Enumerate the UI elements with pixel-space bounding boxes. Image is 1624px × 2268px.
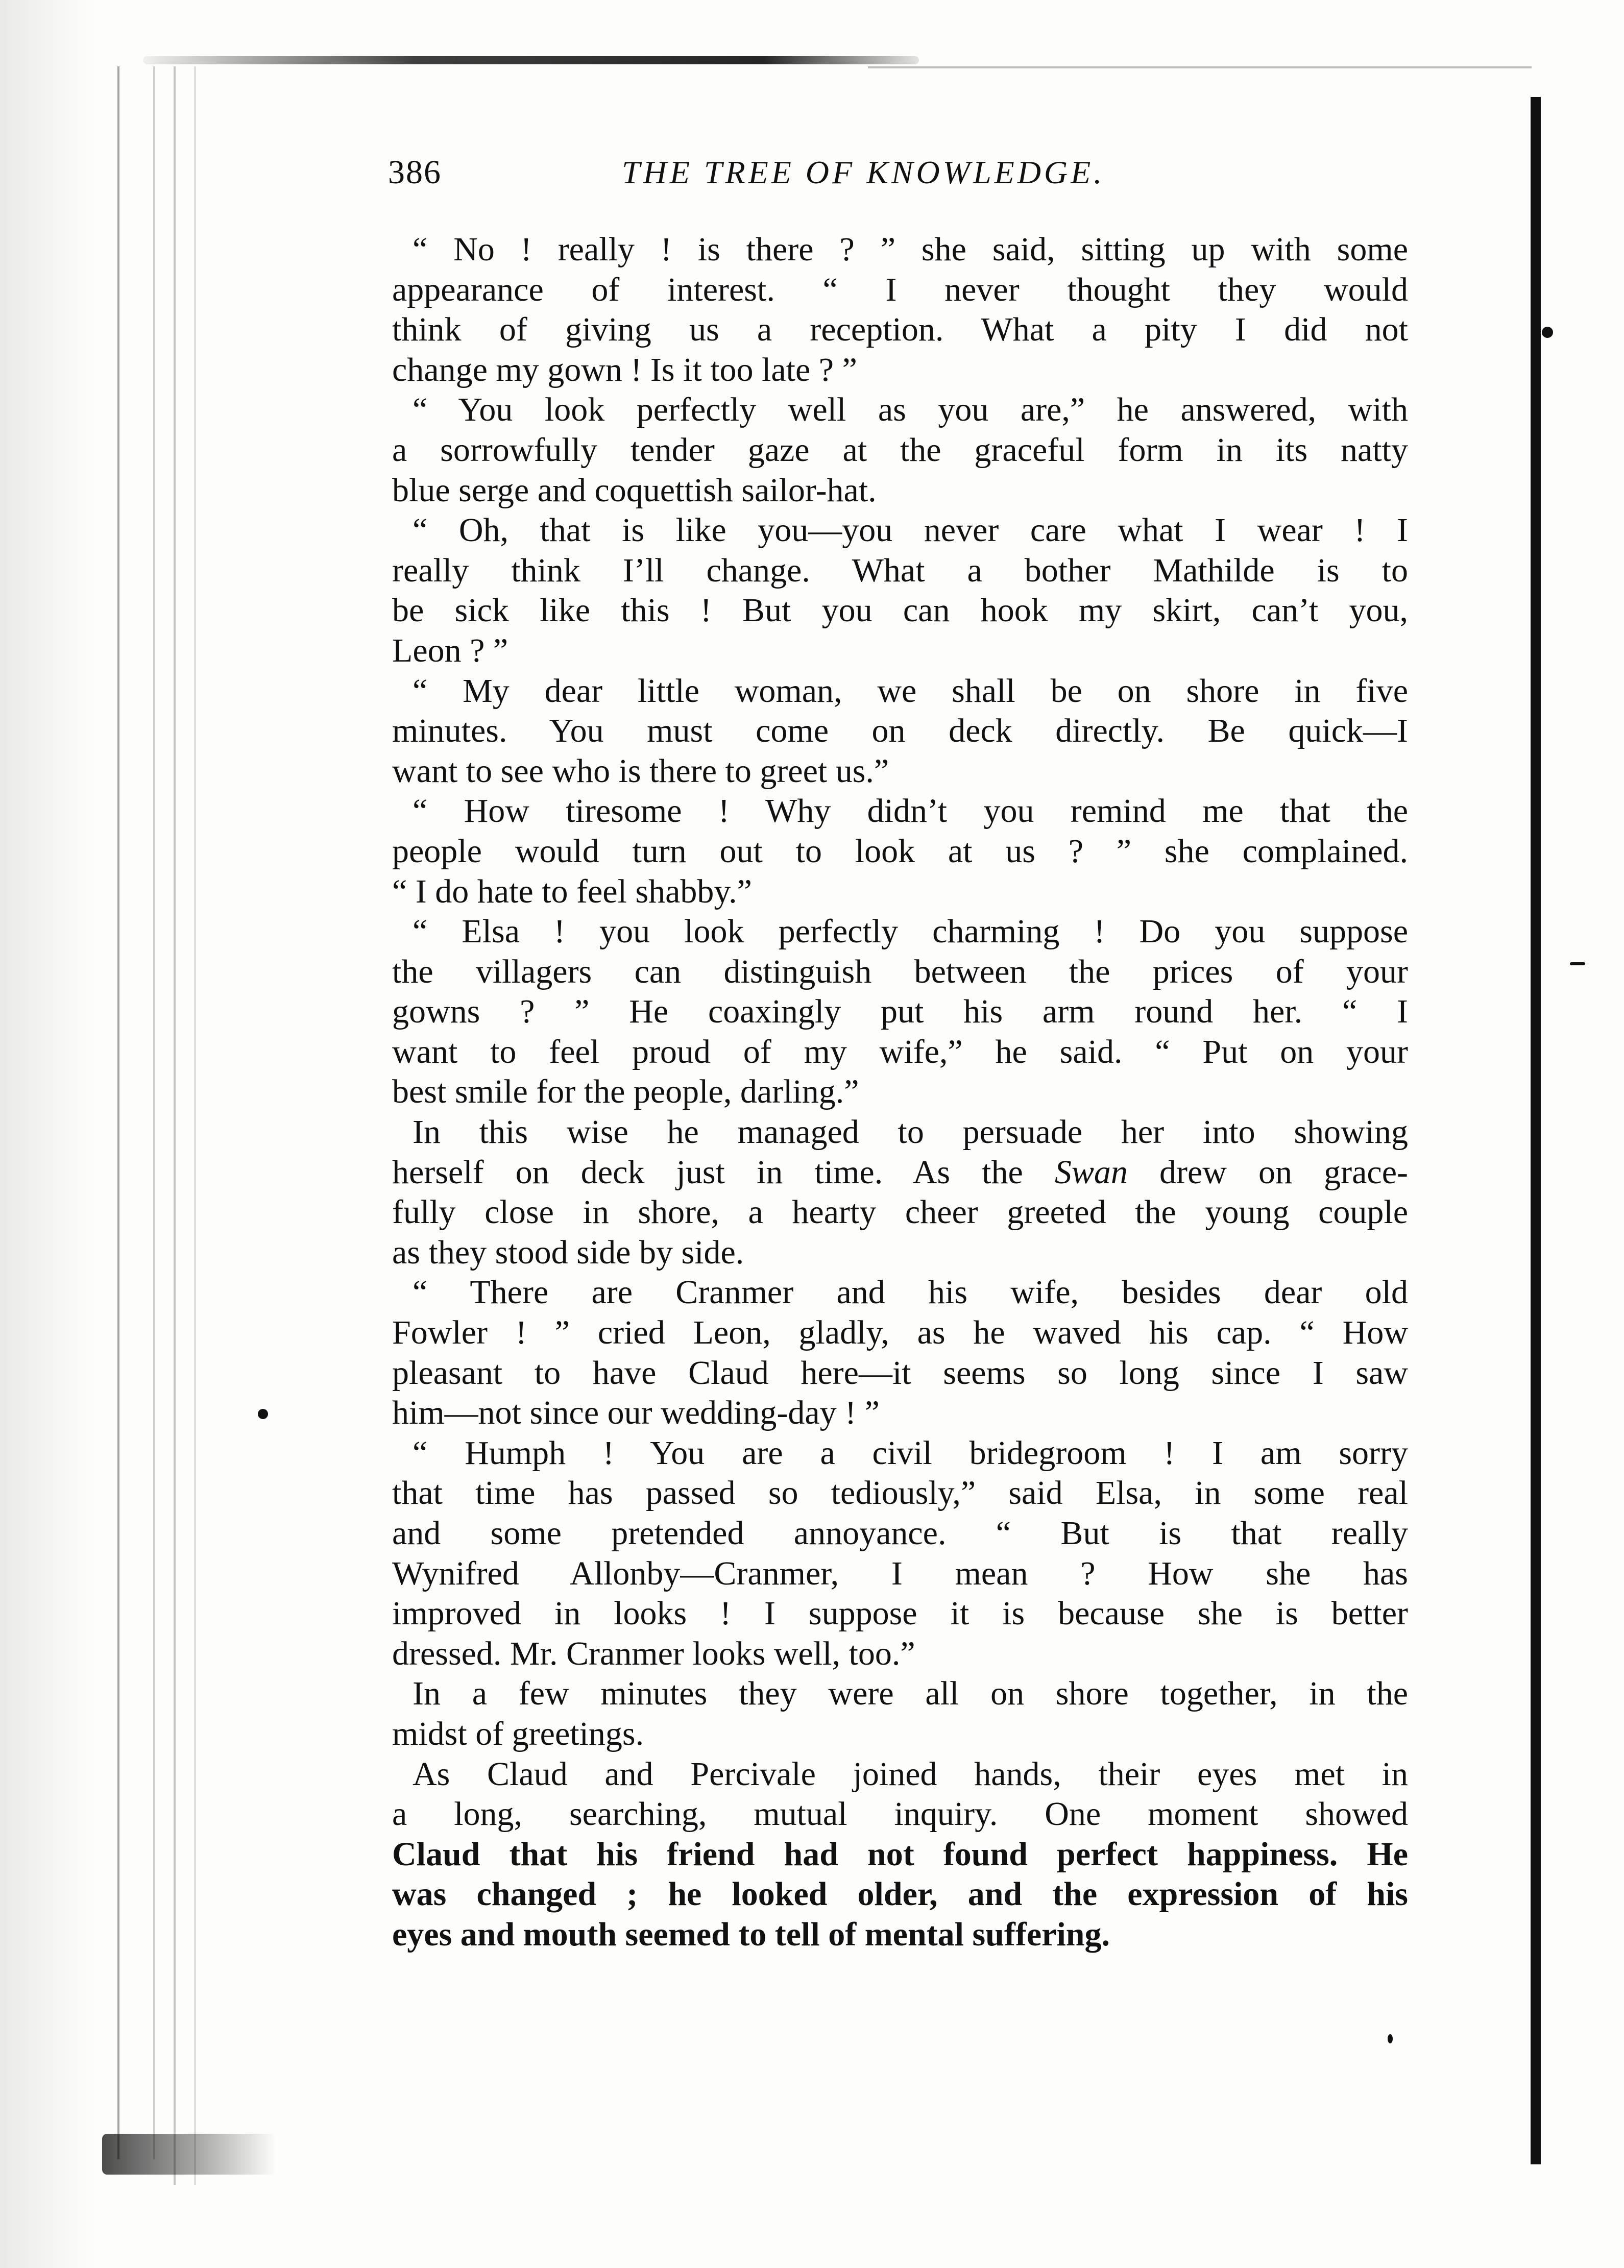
text-line: “ How tiresome ! Why didn’t you remind me that the	[413, 792, 1408, 830]
text-line: Leon ? ”	[392, 631, 508, 669]
text-line: “ Humph ! You are a civil bridegroom ! I am sorry	[413, 1434, 1408, 1472]
ink-speck	[1542, 327, 1553, 338]
binding-shadow	[0, 0, 97, 2268]
right-page-edge	[1531, 97, 1541, 2164]
text-line: best smile for the people, darling.”	[392, 1073, 859, 1111]
text-line: “ Oh, that is like you—you never care what I wear ! I	[413, 511, 1408, 549]
text-line: “ There are Cranmer and his wife, besides dear old	[413, 1274, 1408, 1311]
text-line: appearance of interest. “ I never thought they would	[392, 271, 1408, 308]
text-line: want to see who is there to greet us.”	[392, 752, 889, 790]
text-line: eyes and mouth seemed to tell of mental suffering.	[392, 1915, 1110, 1953]
text-line: a sorrowfully tender gaze at the graceful form in its natty	[392, 431, 1408, 469]
text-line: that time has passed so tediously,” said Elsa, in some real	[392, 1474, 1408, 1512]
text-line: “ Elsa ! you look perfectly charming ! Do you suppose	[413, 913, 1408, 950]
text-line: “ You look perfectly well as you are,” he answered, with	[413, 391, 1408, 429]
text-line: change my gown ! Is it too late ? ”	[392, 351, 857, 388]
text-line: Claud that his friend had not found perfect happiness. He	[392, 1835, 1408, 1873]
ink-speck	[1570, 962, 1585, 965]
text-line: In a few minutes they were all on shore together, in the	[413, 1675, 1408, 1713]
text-line: Wynifred Allonby—Cranmer, I mean ? How she has	[392, 1554, 1408, 1592]
gutter-scan-line	[153, 66, 155, 2159]
text-line: herself on deck just in time. As the Swan drew on grace-	[392, 1153, 1408, 1191]
text-line: “ My dear little woman, we shall be on shore in five	[413, 672, 1408, 710]
text-line: the villagers can distinguish between the prices of your	[392, 953, 1408, 990]
text-line: As Claud and Percivale joined hands, their eyes met in	[413, 1755, 1408, 1793]
top-scan-streak	[143, 56, 919, 64]
text-line: midst of greetings.	[392, 1715, 644, 1752]
text-line: minutes. You must come on deck directly. Be quick—I	[392, 712, 1408, 750]
text-line: as they stood side by side.	[392, 1233, 744, 1271]
running-head	[388, 152, 1307, 193]
gutter-scan-line	[117, 66, 119, 2159]
text-line: him—not since our wedding-day ! ”	[392, 1394, 880, 1432]
bottom-scan-smudge	[102, 2134, 276, 2175]
text-line: fully close in shore, a hearty cheer greeted the young couple	[392, 1193, 1408, 1231]
top-scan-streak	[868, 66, 1532, 68]
text-line: gowns ? ” He coaxingly put his arm round her. “ I	[392, 993, 1408, 1031]
text-line: and some pretended annoyance. “ But is that really	[392, 1515, 1408, 1552]
ink-speck	[258, 1409, 268, 1419]
text-line: be sick like this ! But you can hook my skirt, can’t you,	[392, 592, 1408, 629]
text-line: blue serge and coquettish sailor-hat.	[392, 471, 877, 509]
ink-speck	[1388, 2034, 1393, 2043]
text-line: people would turn out to look at us ? ” she complained.	[392, 832, 1408, 870]
gutter-scan-line	[174, 66, 176, 2185]
gutter-scan-line	[194, 66, 196, 2185]
text-line: pleasant to have Claud here—it seems so long since I saw	[392, 1354, 1408, 1392]
text-line: was changed ; he looked older, and the expression of his	[392, 1875, 1408, 1913]
text-line: dressed. Mr. Cranmer looks well, too.”	[392, 1635, 915, 1672]
page-number: 386	[388, 154, 442, 191]
text-line: Fowler ! ” cried Leon, gladly, as he waved his cap. “ How	[392, 1314, 1408, 1352]
text-line: really think I’ll change. What a bother Mathilde is to	[392, 551, 1408, 589]
body-text	[392, 230, 1408, 1955]
text-line: want to feel proud of my wife,” he said. “ Put on your	[392, 1033, 1408, 1070]
text-line: improved in looks ! I suppose it is because she is better	[392, 1595, 1408, 1632]
running-title: THE TREE OF KNOWLEDGE.	[622, 154, 1105, 190]
text-line: a long, searching, mutual inquiry. One moment showed	[392, 1795, 1408, 1833]
text-line: think of giving us a reception. What a pity I did not	[392, 311, 1408, 349]
text-line: “ I do hate to feel shabby.”	[392, 872, 752, 910]
text-line: In this wise he managed to persuade her into showing	[413, 1113, 1408, 1151]
text-line: “ No ! really ! is there ? ” she said, sitting up with some	[413, 231, 1408, 268]
